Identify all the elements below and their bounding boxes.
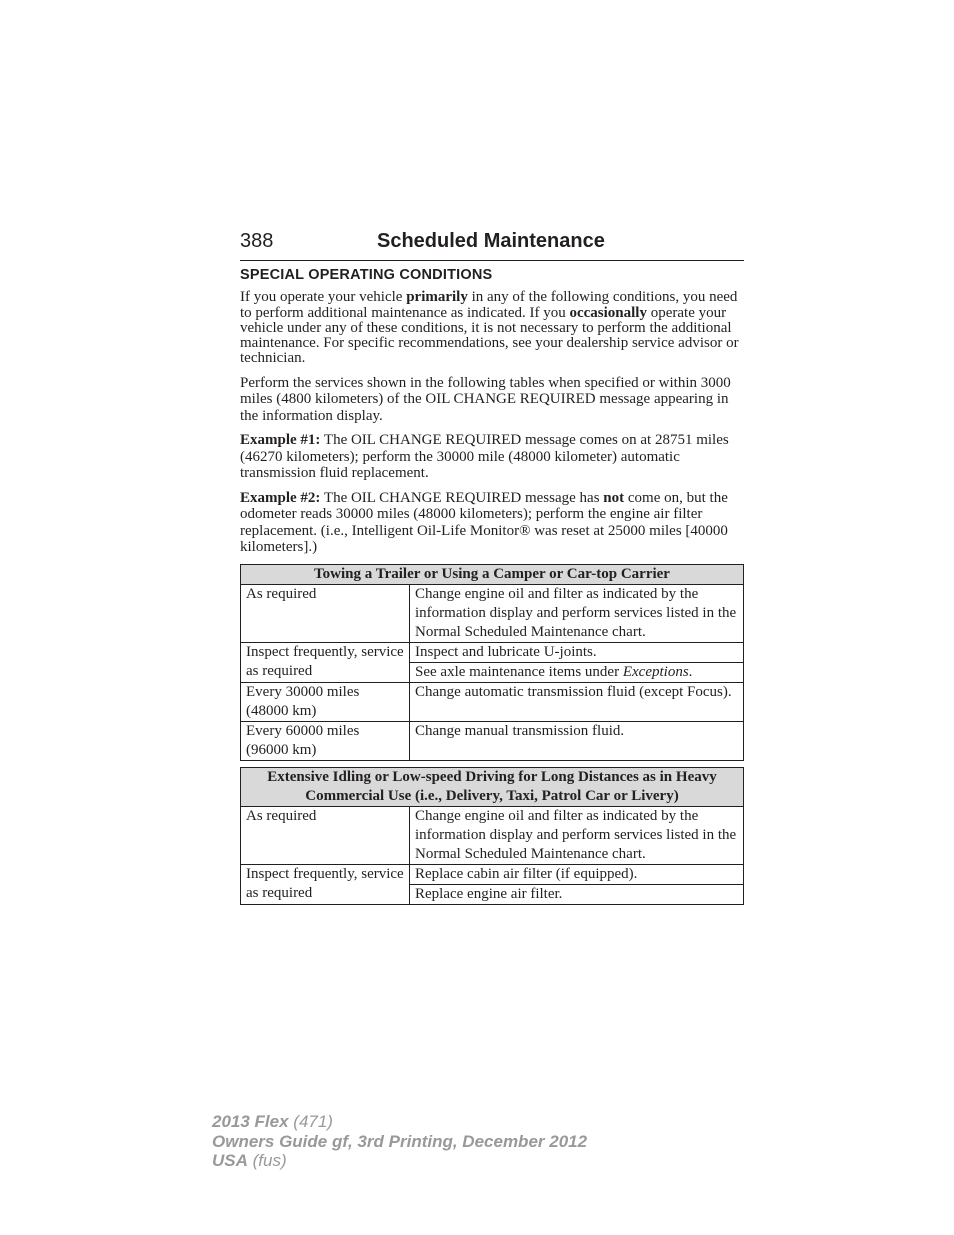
- intro-text: operate your vehicle under any of these conditions, it is not necessary to perform the additional maintenance. For specific recommendations, see your dealership service advisor or technician.: [240, 304, 739, 367]
- table-row: [241, 721, 744, 760]
- table-header-row: [241, 767, 744, 806]
- table-row: [241, 806, 744, 864]
- action-cell: Replace engine air filter.: [410, 884, 744, 904]
- example-1-text: The OIL CHANGE REQUIRED message comes on at 28751 miles (46270 kilometers); perform the 30000 mile (48000 kilometer) automatic transmission fluid replacement.: [240, 432, 729, 482]
- table-row: [241, 864, 744, 884]
- idling-maintenance-table: [240, 767, 744, 905]
- example-1-label: Example #1:: [240, 432, 321, 449]
- footer-model: 2013 Flex: [212, 1112, 289, 1131]
- interval-cell: As required: [241, 806, 410, 864]
- table-row: [241, 682, 744, 721]
- page-content: [240, 268, 744, 905]
- footer-line-model: [212, 1112, 587, 1132]
- section-subheading: SPECIAL OPERATING CONDITIONS: [240, 267, 493, 283]
- action-cell: Change automatic transmission fluid (except Focus).: [410, 682, 744, 721]
- example-2-label: Example #2:: [240, 489, 321, 506]
- action-cell: Change engine oil and filter as indicated by the information display and perform services listed in the Normal Scheduled Maintenance chart.: [410, 806, 744, 864]
- emphasis-not: not: [603, 489, 625, 506]
- table-row: [241, 642, 744, 662]
- example-2-text: The OIL CHANGE REQUIRED message has: [320, 489, 604, 506]
- action-cell: Change manual transmission fluid.: [410, 721, 744, 760]
- action-cell: Inspect and lubricate U-joints.: [410, 642, 744, 662]
- footer-region-code: (fus): [247, 1151, 287, 1170]
- idling-table-title: Extensive Idling or Low-speed Driving for Long Distances as in Heavy Commercial Use (i.e., Delivery, Taxi, Patrol Car or Livery): [241, 767, 744, 806]
- emphasis-occasionally: occasionally: [569, 304, 647, 321]
- interval-cell: Every 30000 miles (48000 km): [241, 682, 410, 721]
- table-header-row: [241, 564, 744, 584]
- page-number: 388: [240, 230, 274, 252]
- action-text: See axle maintenance items under: [415, 663, 623, 680]
- intro-text: If you operate your vehicle: [240, 289, 407, 306]
- example-1-paragraph: [240, 432, 744, 482]
- towing-table-title: Towing a Trailer or Using a Camper or Car-top Carrier: [241, 564, 744, 584]
- page-footer: [212, 1112, 587, 1171]
- footer-region: USA: [212, 1151, 248, 1170]
- action-cell: Change engine oil and filter as indicated by the information display and perform services listed in the Normal Scheduled Maintenance chart.: [410, 584, 744, 642]
- interval-cell: Every 60000 miles (96000 km): [241, 721, 410, 760]
- example-2-paragraph: [240, 490, 744, 556]
- footer-code: (471): [288, 1112, 333, 1131]
- footer-line-printing: [212, 1132, 587, 1152]
- towing-maintenance-table: [240, 564, 744, 761]
- action-cell: Replace cabin air filter (if equipped).: [410, 864, 744, 884]
- action-text: .: [688, 663, 693, 680]
- section-title: Scheduled Maintenance: [377, 230, 605, 252]
- emphasis-primarily: primarily: [406, 289, 468, 306]
- footer-line-region: [212, 1151, 587, 1171]
- example-2-text: come on, but the odometer reads 30000 miles (48000 kilometers); perform the engine air filter replacement. (i.e., Intelligent Oil-Life Monitor® was reset at 25000 miles [40000 kilometers].): [240, 489, 728, 556]
- interval-cell: Inspect frequently, service as required: [241, 864, 410, 904]
- exceptions-reference: Exceptions: [622, 663, 689, 680]
- page-header: [240, 228, 744, 261]
- interval-cell: Inspect frequently, service as required: [241, 642, 410, 682]
- action-cell: [410, 662, 744, 682]
- table-row: [241, 584, 744, 642]
- footer-printing: Owners Guide gf, 3rd Printing, December 2012: [212, 1131, 588, 1151]
- interval-cell: As required: [241, 584, 410, 642]
- intro-paragraph: [240, 290, 744, 366]
- services-paragraph: Perform the services shown in the following tables when specified or within 3000 miles (4800 kilometers) of the OIL CHANGE REQUIRED message appearing in the information display.: [240, 374, 731, 424]
- intro-text: in any of the following conditions, you need to perform additional maintenance as indicated. If you: [240, 289, 738, 321]
